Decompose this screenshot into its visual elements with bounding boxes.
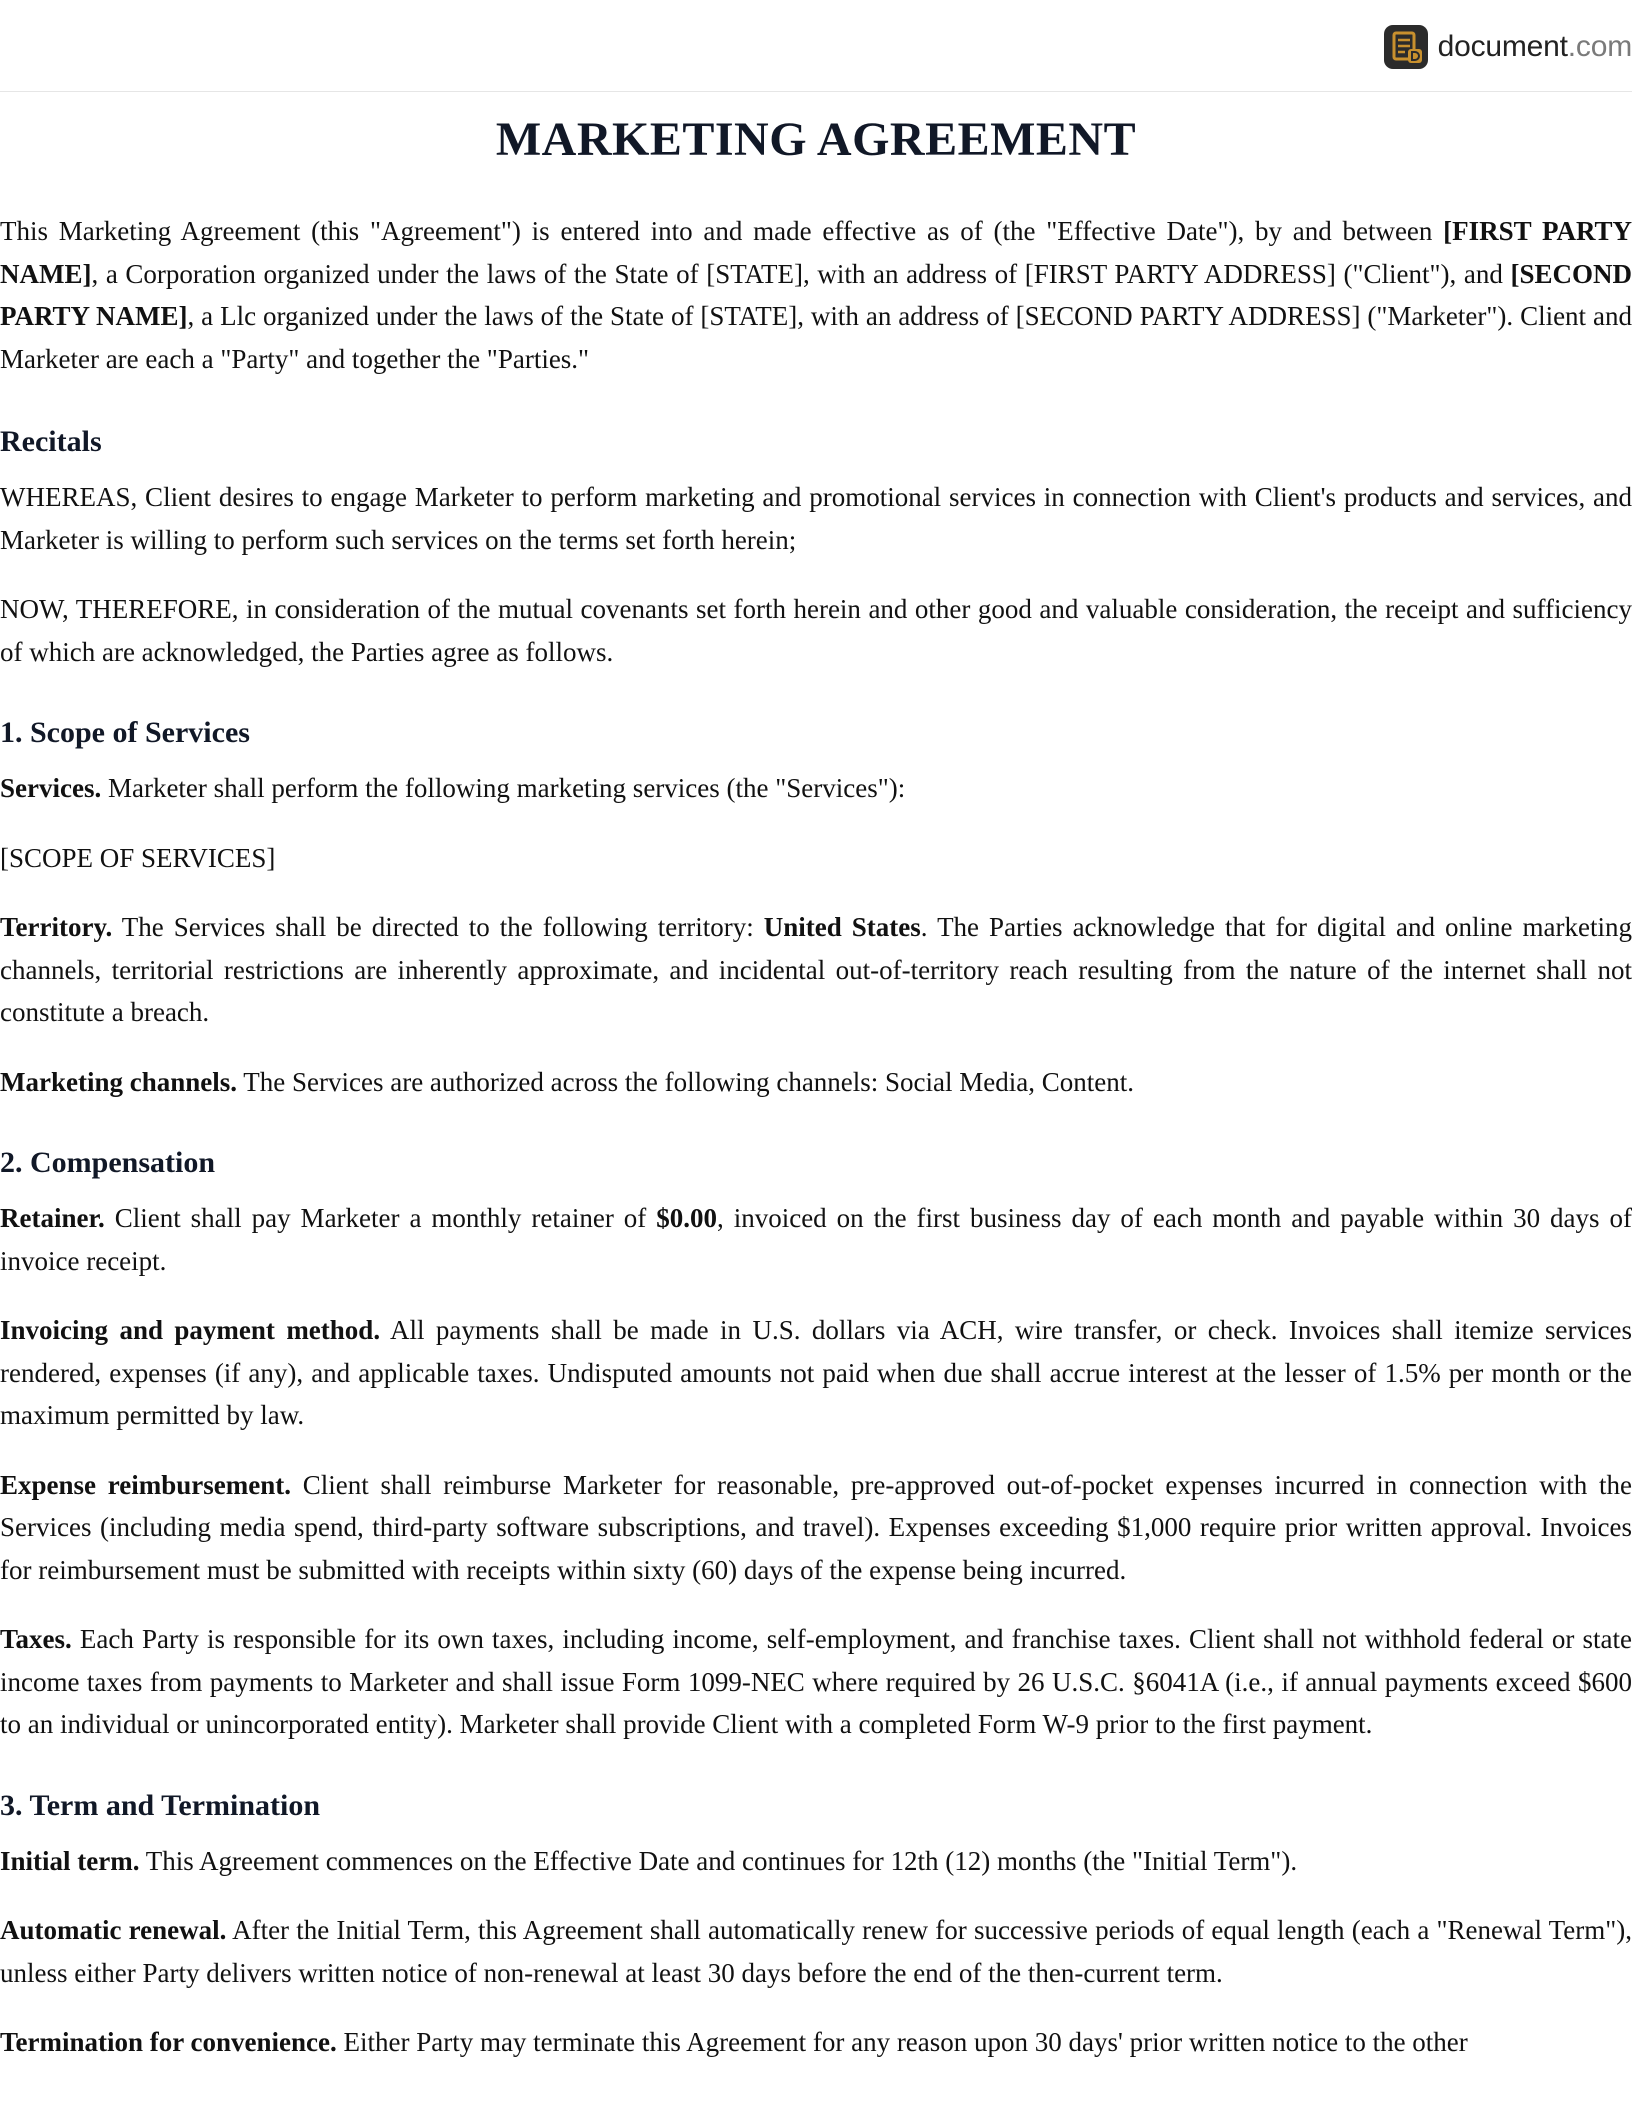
territory-text-1: The Services shall be directed to the following territory:	[112, 912, 764, 942]
whereas-paragraph: WHEREAS, Client desires to engage Marketer to perform marketing and promotional services in connection with Client's products and services, and Marketer is willing to perform such services on the terms set forth herein;	[0, 482, 1632, 555]
section-2-heading: 2. Compensation	[0, 1146, 216, 1179]
intro-text-3: , a Llc organized under the laws of the State of [STATE], with an address of [SECOND PARTY ADDRESS] ("Marketer"). Client and Marketer are each a "Party" and together the "Parties."	[0, 301, 1632, 374]
services-clause	[0, 767, 1632, 810]
services-label: Services.	[0, 773, 102, 803]
retainer-clause	[0, 1197, 1632, 1282]
taxes-text: Each Party is responsible for its own taxes, including income, self-employment, and franchise taxes. Client shall not withhold federal or state income taxes from payments to Marketer and shall issue Form 1099-NEC where required by 26 U.S.C. §6041A (i.e., if annual payments exceed $600 to an individual or unincorporated entity). Marketer shall provide Client with a completed Form W-9 prior to the first payment.	[0, 1624, 1632, 1739]
top-bar	[0, 0, 1632, 92]
renewal-clause	[0, 1909, 1632, 1994]
channels-clause	[0, 1061, 1632, 1104]
convenience-text: Either Party may terminate this Agreement for any reason upon 30 days' prior written notice to the other	[336, 2027, 1468, 2057]
convenience-clause	[0, 2021, 1632, 2064]
expense-clause	[0, 1464, 1632, 1592]
scope-placeholder: [SCOPE OF SERVICES]	[0, 842, 276, 873]
intro-text-2: , a Corporation organized under the laws of the State of [STATE], with an address of [FIRST PARTY ADDRESS] ("Client"), and	[91, 258, 1511, 289]
document-logo-icon	[1384, 25, 1428, 69]
channels-text: The Services are authorized across the following channels: Social Media, Content.	[237, 1066, 1135, 1097]
section-1-heading: 1. Scope of Services	[0, 716, 250, 749]
territory-label: Territory.	[0, 912, 113, 942]
expense-label: Expense reimbursement.	[0, 1469, 291, 1500]
convenience-label: Termination for convenience.	[0, 2027, 337, 2057]
territory-clause	[0, 906, 1632, 1034]
brand-name-suffix: .com	[1567, 30, 1632, 63]
first-party-name: [FIRST PARTY NAME]	[0, 216, 1632, 289]
intro-paragraph	[0, 210, 1632, 380]
taxes-label: Taxes.	[0, 1624, 72, 1654]
services-text: Marketer shall perform the following marketing services (the "Services"):	[101, 773, 906, 803]
taxes-clause	[0, 1618, 1632, 1746]
initial-term-text: This Agreement commences on the Effective Date and continues for 12th (12) months (the "Initial Term").	[139, 1845, 1298, 1876]
retainer-label: Retainer.	[0, 1203, 105, 1233]
renewal-label: Automatic renewal.	[0, 1915, 227, 1945]
initial-term-label: Initial term.	[0, 1845, 140, 1876]
brand-name-main: document	[1437, 30, 1568, 63]
retainer-amount: $0.00	[656, 1203, 717, 1233]
invoicing-clause	[0, 1309, 1632, 1437]
document-title: MARKETING AGREEMENT	[495, 113, 1137, 166]
renewal-text: After the Initial Term, this Agreement shall automatically renew for successive periods of equal length (each a "Renewal Term"), unless either Party delivers written notice of non-renewal at least 30 days before the end of the then-current term.	[0, 1915, 1632, 1988]
invoicing-text: All payments shall be made in U.S. dollars via ACH, wire transfer, or check. Invoices shall itemize services rendered, expenses (if any), and applicable taxes. Undisputed amounts not paid when due shall accrue interest at the lesser of 1.5% per month or the maximum permitted by law.	[0, 1315, 1632, 1430]
territory-value: United States	[763, 912, 921, 942]
channels-label: Marketing channels.	[0, 1066, 238, 1097]
initial-term-clause	[0, 1840, 1632, 1883]
invoicing-label: Invoicing and payment method.	[0, 1315, 381, 1345]
brand-name	[1438, 32, 1632, 62]
territory-text-2: . The Parties acknowledge that for digital and online marketing channels, territorial restrictions are inherently approximate, and incidental out-of-territory reach resulting from the nature of the internet shall not constitute a breach.	[0, 912, 1632, 1027]
second-party-name: [SECOND PARTY NAME]	[0, 258, 1632, 331]
brand-logo-link[interactable]	[1384, 24, 1632, 70]
recitals-heading: Recitals	[0, 425, 102, 458]
document-body	[0, 108, 1632, 2064]
intro-text-1: This Marketing Agreement (this "Agreement") is entered into and made effective as of (the "Effective Date"), by and between	[0, 216, 1444, 246]
expense-text: Client shall reimburse Marketer for reasonable, pre-approved out-of-pocket expenses incurred in connection with the Services (including media spend, third-party software subscriptions, and travel). Expenses exceeding $1,000 require prior written approval. Invoices for reimbursement must be submitted with receipts within sixty (60) days of the expense being incurred.	[0, 1469, 1632, 1585]
section-3-heading: 3. Term and Termination	[0, 1788, 321, 1822]
retainer-text-2: , invoiced on the first business day of each month and payable within 30 days of invoice receipt.	[0, 1203, 1632, 1276]
retainer-text-1: Client shall pay Marketer a monthly retainer of	[104, 1203, 657, 1233]
now-therefore-paragraph: NOW, THEREFORE, in consideration of the mutual covenants set forth herein and other good and valuable consideration, the receipt and sufficiency of which are acknowledged, the Parties agree as follows.	[0, 594, 1632, 667]
